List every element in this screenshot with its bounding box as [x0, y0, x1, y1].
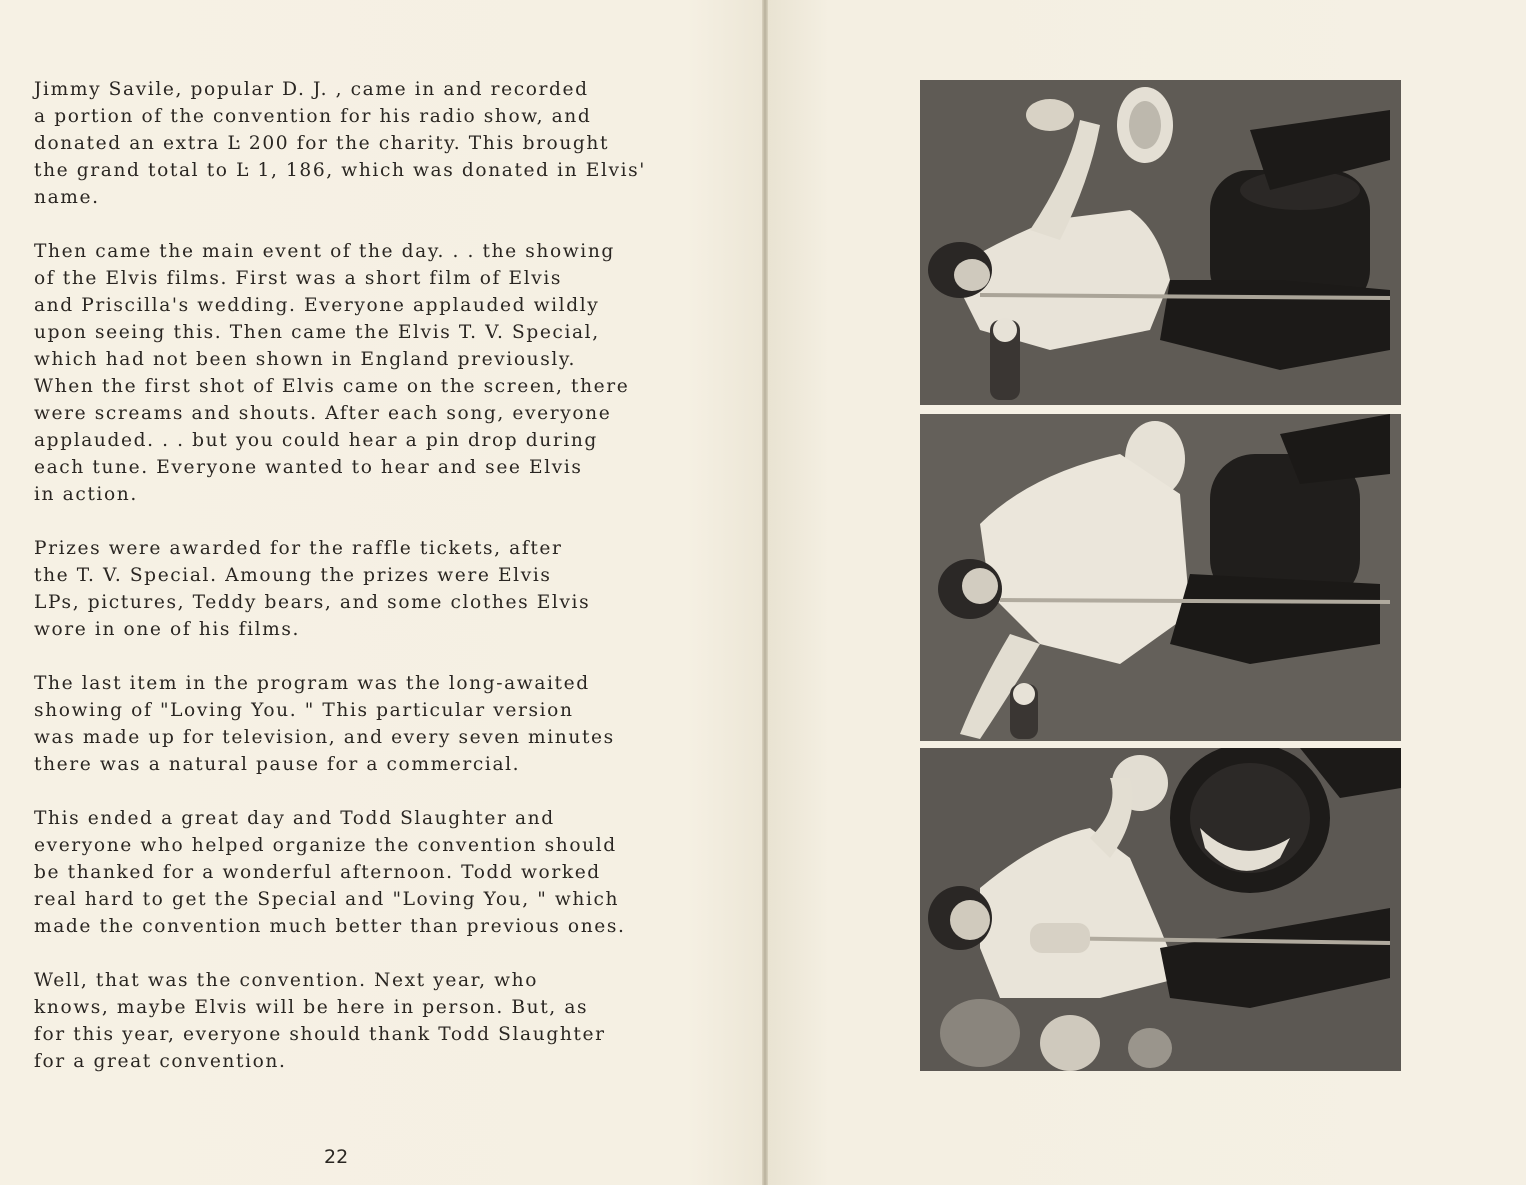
performer-with-guitar-and-drums-photo [920, 80, 1401, 405]
paragraph-3: Prizes were awarded for the raffle tickets, after the T. V. Special. Amoung the prizes were Elvis LPs, pictures, Teddy bears, and some clothes Elvis wore in one of his films. [34, 538, 591, 640]
paragraph-5: This ended a great day and Todd Slaughter and everyone who helped organize the convention should be thanked for a wonderful afternoon. Todd worked real hard to get the Special and "Loving You, " which made the convention much better than previous ones. [34, 808, 626, 937]
page-number: 22 [324, 1146, 349, 1168]
performer-singing-with-band-photo [920, 748, 1401, 1071]
photo-strip [920, 80, 1405, 1072]
paragraph-1: Jimmy Savile, popular D. J. , came in and recorded a portion of the convention for his radio show, and donated an extra Ŀ 200 for the charity. This brought the grand total to Ŀ 1, 186, which was donated in Elvis' name. [34, 79, 646, 208]
paragraph-2: Then came the main event of the day. . . the showing of the Elvis films. First was a short film of Elvis and Priscilla's wedding. Everyone applauded wildly upon seeing this. Then came the Elvis T. V. Special, which had not been shown in England previously. When the first shot of Elvis came on the screen, there were screams and shouts. After each song, everyone applauded. . . but you could hear a pin drop during each tune. Everyone wanted to hear and see Elvis in action. [34, 241, 630, 505]
performer-at-microphone-photo [920, 414, 1401, 741]
article-text [34, 76, 714, 1102]
paragraph-4: The last item in the program was the long-awaited showing of "Loving You. " This particular version was made up for television, and every seven minutes there was a natural pause for a commercial. [34, 673, 615, 775]
paragraph-6: Well, that was the convention. Next year, who knows, maybe Elvis will be here in person. But, as for this year, everyone should thank Todd Slaughter for a great convention. [34, 970, 606, 1072]
